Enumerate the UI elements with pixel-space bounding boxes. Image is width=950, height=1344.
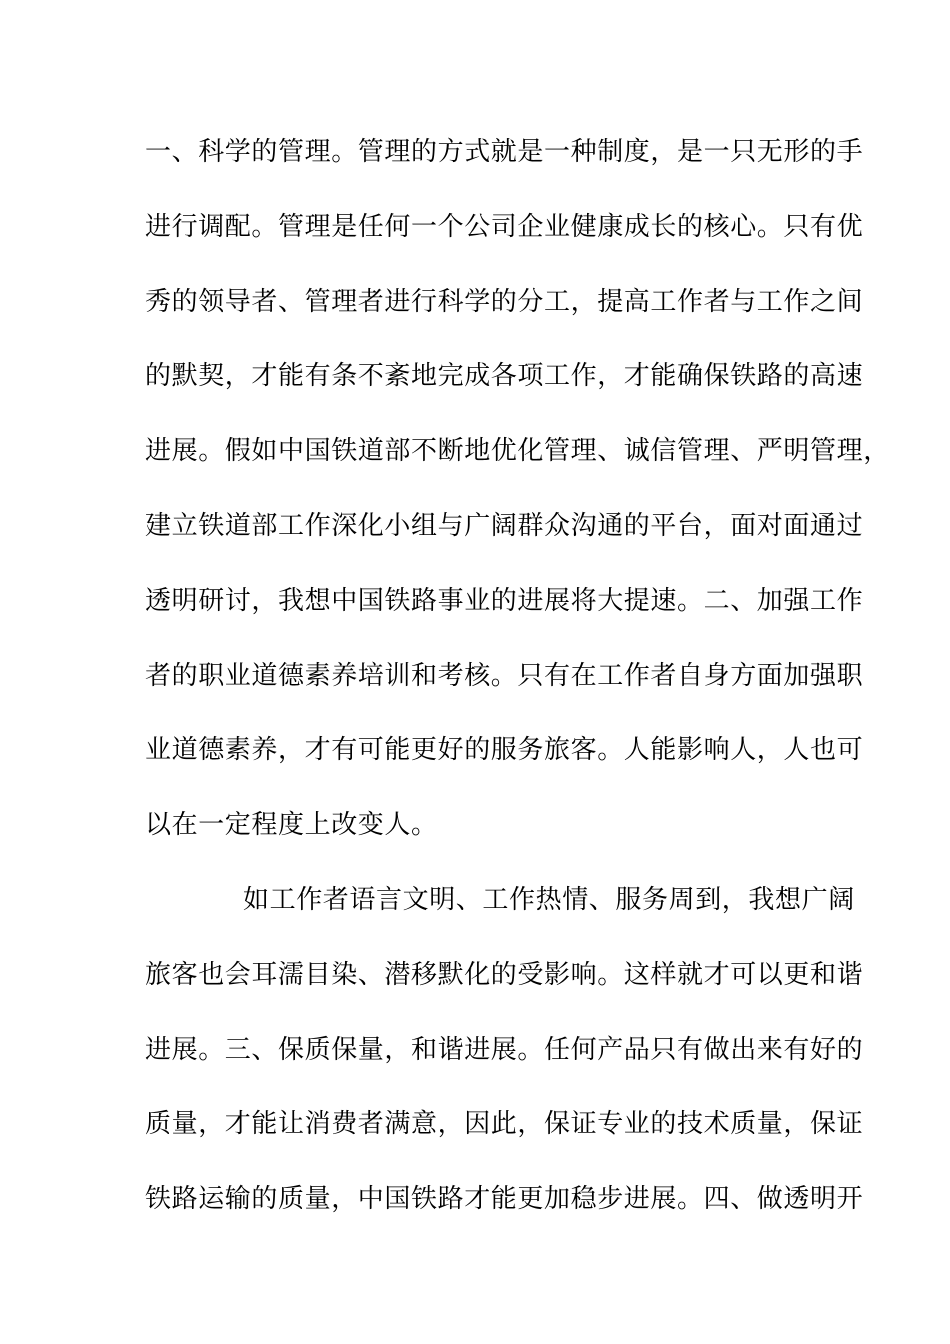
text-line: 质量，才能让消费者满意，因此，保证专业的技术质量，保证 bbox=[145, 1109, 864, 1140]
text-line: 业道德素养，才有可能更好的服务旅客。人能影响人，人也可 bbox=[145, 735, 864, 766]
text-line: 铁路运输的质量，中国铁路才能更加稳步进展。四、做透明开 bbox=[145, 1184, 864, 1215]
text-line: 进展。三、保质保量，和谐进展。任何产品只有做出来有好的 bbox=[145, 1034, 864, 1065]
text-line: 的默契，才能有条不紊地完成各项工作，才能确保铁路的高速 bbox=[145, 361, 864, 392]
paragraph-start-line: 如工作者语言文明、工作热情、服务周到，我想广阔 bbox=[243, 884, 855, 915]
text-line: 透明研讨，我想中国铁路事业的进展将大提速。二、加强工作 bbox=[145, 585, 864, 616]
text-line: 进行调配。管理是任何一个公司企业健康成长的核心。只有优 bbox=[145, 211, 864, 242]
text-line: 进展。假如中国铁道部不断地优化管理、诚信管理、严明管理， bbox=[145, 436, 890, 467]
text-line: 旅客也会耳濡目染、潜移默化的受影响。这样就才可以更和谐 bbox=[145, 959, 864, 990]
text-line: 者的职业道德素养培训和考核。只有在工作者自身方面加强职 bbox=[145, 660, 864, 691]
document-body bbox=[145, 128, 890, 1250]
text-line: 以在一定程度上改变人。 bbox=[145, 810, 438, 841]
text-line: 一、科学的管理。管理的方式就是一种制度，是一只无形的手 bbox=[145, 137, 864, 167]
text-line: 建立铁道部工作深化小组与广阔群众沟通的平台，面对面通过 bbox=[145, 510, 864, 541]
text-line: 秀的领导者、管理者进行科学的分工，提高工作者与工作之间 bbox=[145, 286, 864, 317]
